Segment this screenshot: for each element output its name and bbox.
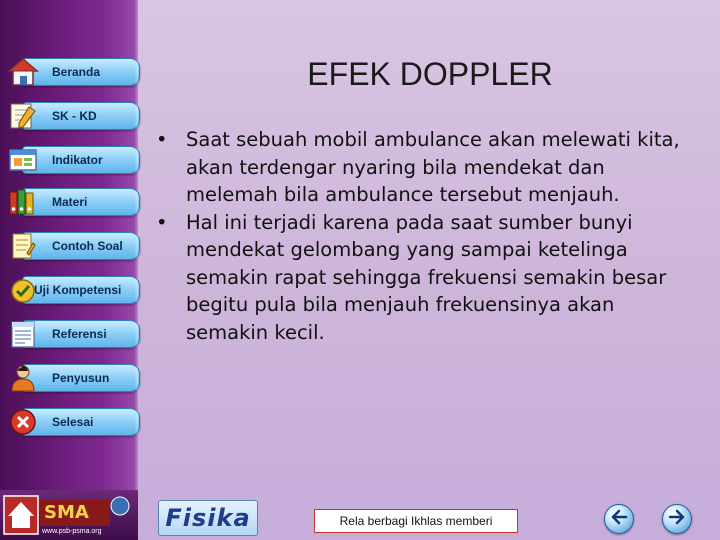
books-icon xyxy=(6,186,40,218)
sidebar-item-label: Indikator xyxy=(52,153,103,167)
sidebar-item-label: Contoh Soal xyxy=(52,239,123,253)
slide-title: EFEK DOPPLER xyxy=(307,56,553,92)
sidebar-item-uji-kompetensi[interactable] xyxy=(4,272,140,308)
bullet-list xyxy=(154,126,699,346)
sidebar-item-beranda[interactable] xyxy=(4,54,140,90)
sidebar-item-selesai[interactable] xyxy=(4,404,140,440)
fisika-logo: Fisika xyxy=(158,500,258,536)
prev-slide-button[interactable] xyxy=(604,504,634,534)
arrow-right-icon xyxy=(668,509,686,530)
bullet-item: • Saat sebuah mobil ambulance akan melewati kita, akan terdengar nyaring bila mendekat dan melemah bila ambulance tersebut menjauh. xyxy=(154,126,699,209)
note-icon xyxy=(6,230,40,262)
sidebar-item-referensi[interactable] xyxy=(4,316,140,352)
person-icon xyxy=(6,362,40,394)
sidebar-item-contoh-soal[interactable] xyxy=(4,228,140,264)
sidebar-item-label: Materi xyxy=(52,195,88,209)
document-icon xyxy=(6,318,40,350)
sma-logo-url: www.psb-psma.org xyxy=(42,528,102,535)
window-icon xyxy=(6,144,40,176)
sidebar-item-sk-kd[interactable] xyxy=(4,98,140,134)
pencil-icon xyxy=(6,100,40,132)
sma-logo-text: SMA xyxy=(44,502,89,523)
sidebar-item-label: Penyusun xyxy=(52,371,110,385)
sidebar-item-label: Uji Kompetensi xyxy=(34,283,122,297)
next-slide-button[interactable] xyxy=(662,504,692,534)
sidebar-item-label: Beranda xyxy=(52,65,101,79)
motto-banner: Rela berbagi Ikhlas memberi xyxy=(314,509,518,533)
sidebar-item-penyusun[interactable] xyxy=(4,360,140,396)
sidebar-item-materi[interactable] xyxy=(4,184,140,220)
sidebar-item-label: SK - KD xyxy=(52,109,97,123)
home-icon xyxy=(6,56,40,88)
checklist-icon xyxy=(6,274,40,306)
sidebar-item-indikator[interactable] xyxy=(4,142,140,178)
bullet-item: • Hal ini terjadi karena pada saat sumber bunyi mendekat gelombang yang sampai ketelinga semakin rapat sehingga frekuensi semakin besar begitu pula bila menjauh frekuensinya akan semakin kecil. xyxy=(154,209,699,347)
sma-logo xyxy=(0,490,138,540)
sidebar-item-label: Referensi xyxy=(52,327,107,341)
close-icon xyxy=(6,406,40,438)
sidebar-item-label: Selesai xyxy=(52,415,94,429)
arrow-left-icon xyxy=(610,509,628,530)
sidebar xyxy=(0,0,138,540)
